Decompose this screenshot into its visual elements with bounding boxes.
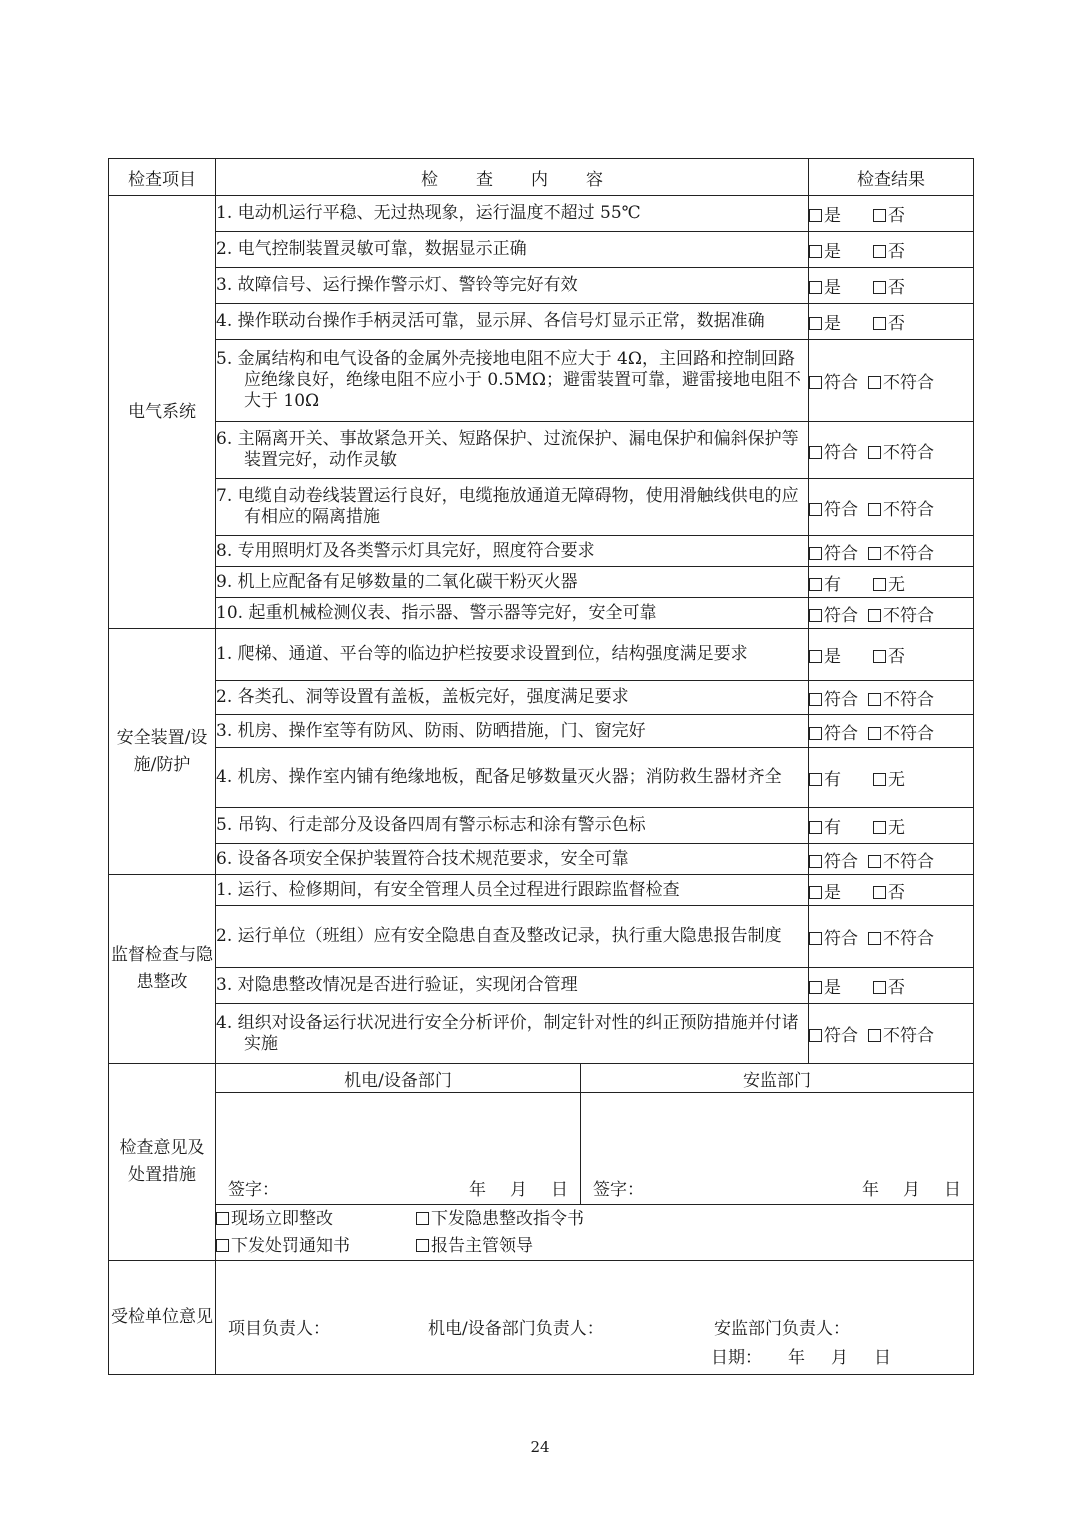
equip-lead-label: 机电/设备部门负责人：	[428, 1319, 604, 1339]
project-lead-label: 项目负责人：	[228, 1319, 330, 1339]
item-text-wrap	[216, 203, 808, 224]
option-label: 否	[888, 278, 905, 298]
checkbox-icon[interactable]	[809, 245, 822, 258]
checkbox-icon[interactable]	[809, 693, 822, 706]
table-row	[109, 715, 974, 748]
checkbox-icon[interactable]	[868, 609, 881, 622]
option-label: 无	[888, 818, 905, 838]
result-option[interactable]	[873, 570, 905, 595]
item-number: 9.	[216, 571, 233, 592]
signature-area-right[interactable]	[581, 1093, 974, 1205]
table-row	[109, 232, 974, 268]
checkbox-icon[interactable]	[873, 773, 886, 786]
table-row	[109, 629, 974, 681]
result-cell	[809, 422, 974, 479]
result-option[interactable]	[873, 201, 905, 226]
option-label: 否	[888, 882, 905, 903]
checkbox-icon[interactable]	[809, 650, 822, 663]
header-item: 检查项目	[109, 159, 216, 196]
result-cell	[809, 232, 974, 268]
category-cell: 电气系统	[109, 196, 216, 629]
option-label: 有	[824, 818, 841, 838]
option-label: 不符合	[883, 1026, 934, 1046]
result-cell	[809, 567, 974, 598]
checkbox-icon[interactable]	[809, 773, 822, 786]
table-row	[109, 906, 974, 968]
option-label: 否	[888, 647, 905, 667]
result-cell	[809, 906, 974, 968]
table-row	[109, 681, 974, 715]
checkbox-icon[interactable]	[809, 503, 822, 516]
result-option[interactable]	[809, 495, 858, 520]
table-row	[109, 536, 974, 567]
item-text: 专用照明灯及各类警示灯具完好，照度符合要求	[237, 540, 595, 561]
checkbox-icon[interactable]	[809, 547, 822, 560]
checkbox-icon[interactable]	[868, 693, 881, 706]
item-text: 电缆自动卷线装置运行良好，电缆拖放通道无障碍物，使用滑触线供电的应有相应的隔离措施	[237, 486, 799, 527]
date-label: 日期：	[711, 1348, 762, 1368]
action-label: 下发隐患整改指令书	[431, 1208, 584, 1229]
option-label: 否	[888, 314, 905, 334]
result-option[interactable]	[809, 368, 858, 393]
table-row	[109, 340, 974, 422]
result-cell	[809, 268, 974, 304]
item-text-wrap	[216, 644, 808, 665]
opinion-sign-row	[109, 1093, 974, 1205]
option-label: 无	[888, 574, 905, 595]
item-content	[216, 808, 809, 844]
acceptance-row	[109, 1261, 974, 1375]
result-option[interactable]	[809, 719, 858, 744]
result-option[interactable]	[873, 309, 905, 334]
item-text-wrap	[216, 767, 808, 788]
checkbox-icon[interactable]	[809, 209, 822, 222]
table-row	[109, 1004, 974, 1064]
result-cell	[809, 968, 974, 1004]
item-text-wrap	[216, 349, 808, 412]
result-option[interactable]	[868, 368, 934, 393]
result-option[interactable]	[873, 237, 905, 262]
checkbox-icon[interactable]	[809, 821, 822, 834]
signature-line	[581, 1175, 973, 1204]
item-text: 爬梯、通道、平台等的临边护栏按要求设置到位，结构强度满足要求	[237, 644, 748, 664]
item-number: 4.	[216, 767, 233, 787]
result-option[interactable]	[873, 878, 905, 903]
actions-cell	[216, 1205, 974, 1261]
option-label: 是	[824, 278, 841, 298]
item-content	[216, 715, 809, 748]
item-text-wrap	[216, 275, 808, 296]
item-number: 4.	[216, 311, 233, 331]
item-text-wrap	[216, 486, 808, 528]
item-text-wrap	[216, 721, 808, 742]
opinion-category: 检查意见及处置措施	[109, 1064, 216, 1261]
checkbox-icon[interactable]	[868, 855, 881, 868]
checkbox-icon[interactable]	[868, 376, 881, 389]
result-option[interactable]	[868, 1021, 934, 1046]
result-option[interactable]	[868, 495, 934, 520]
result-cell	[809, 681, 974, 715]
checkbox-icon[interactable]	[868, 932, 881, 945]
header-result: 检查结果	[809, 159, 974, 196]
checkbox-icon[interactable]	[809, 932, 822, 945]
checkbox-icon[interactable]	[873, 245, 886, 258]
item-number: 3.	[216, 720, 233, 741]
item-text: 主隔离开关、事故紧急开关、短路保护、过流保护、漏电保护和偏斜保护等装置完好，动作灵敏	[237, 429, 799, 470]
option-label: 不符合	[883, 723, 934, 744]
result-cell	[809, 304, 974, 340]
item-text-wrap	[216, 311, 808, 332]
checkbox-icon[interactable]	[873, 650, 886, 663]
item-text: 金属结构和电气设备的金属外壳接地电阻不应大于 4Ω，主回路和控制回路应绝缘良好，绝缘电阻不应小于 0.5MΩ；避雷装置可靠，避雷接地电阻不大于 10Ω	[237, 349, 801, 411]
result-option[interactable]	[809, 685, 858, 710]
item-number: 1.	[216, 644, 233, 664]
table-row	[109, 422, 974, 479]
actions-row	[216, 1233, 973, 1260]
item-text-wrap	[216, 239, 808, 260]
option-label: 不符合	[883, 373, 934, 393]
checkbox-icon[interactable]	[868, 1029, 881, 1042]
result-option[interactable]	[809, 765, 841, 790]
result-cell	[809, 1004, 974, 1064]
option-label: 符合	[824, 690, 858, 710]
dept-left-label: 机电/设备部门	[216, 1064, 581, 1093]
acceptance-category: 受检单位意见	[109, 1261, 216, 1375]
result-option[interactable]	[868, 685, 934, 710]
checkbox-icon[interactable]	[809, 281, 822, 294]
result-option[interactable]	[809, 201, 841, 226]
item-text: 机房、操作室内铺有绝缘地板，配备足够数量灭火器；消防救生器材齐全	[237, 767, 782, 787]
date-month: 月	[510, 1180, 527, 1200]
result-cell	[809, 196, 974, 232]
item-text: 对隐患整改情况是否进行验证，实现闭合管理	[237, 975, 578, 995]
checkbox-icon[interactable]	[216, 1212, 229, 1225]
item-content	[216, 906, 809, 968]
date-year: 年	[469, 1180, 486, 1200]
option-label: 不符合	[883, 605, 934, 626]
table-row	[109, 968, 974, 1004]
option-label: 是	[824, 978, 841, 998]
page-number: 24	[530, 1438, 550, 1456]
action-option[interactable]	[216, 1233, 416, 1260]
item-text: 起重机械检测仪表、指示器、警示器等完好，安全可靠	[248, 602, 657, 623]
table-row	[109, 875, 974, 906]
result-option[interactable]	[868, 438, 934, 463]
checkbox-icon[interactable]	[873, 981, 886, 994]
header-content-label: 检查内容	[421, 169, 641, 190]
result-option[interactable]	[873, 765, 905, 790]
header-content	[216, 159, 809, 196]
option-label: 不符合	[883, 543, 934, 564]
option-label: 是	[824, 882, 841, 903]
option-label: 是	[824, 314, 841, 334]
item-number: 5.	[216, 349, 233, 369]
actions-row	[216, 1206, 973, 1233]
result-option[interactable]	[809, 813, 841, 838]
item-number: 3.	[216, 975, 233, 995]
result-option[interactable]	[809, 273, 841, 298]
sign-date	[838, 1175, 961, 1200]
checkbox-icon[interactable]	[416, 1239, 429, 1252]
action-label: 报告主管领导	[431, 1235, 533, 1256]
item-number: 10.	[216, 602, 244, 623]
item-content	[216, 536, 809, 567]
result-cell	[809, 479, 974, 536]
item-number: 1.	[216, 879, 233, 900]
option-label: 是	[824, 206, 841, 226]
item-content	[216, 629, 809, 681]
inspection-table	[108, 158, 974, 1375]
result-option[interactable]	[868, 847, 934, 872]
item-content	[216, 567, 809, 598]
option-label: 不符合	[883, 929, 934, 949]
safety-lead-label: 安监部门负责人：	[714, 1319, 850, 1339]
opinion-actions-row	[109, 1205, 974, 1261]
table-row	[109, 844, 974, 875]
checkbox-icon[interactable]	[873, 281, 886, 294]
category-cell: 监督检查与隐患整改	[109, 875, 216, 1064]
result-option[interactable]	[809, 642, 841, 667]
option-label: 否	[888, 978, 905, 998]
item-content	[216, 422, 809, 479]
item-number: 2.	[216, 926, 233, 946]
result-option[interactable]	[809, 924, 858, 949]
result-cell	[809, 748, 974, 808]
item-content	[216, 844, 809, 875]
checkbox-icon[interactable]	[809, 727, 822, 740]
option-label: 符合	[824, 373, 858, 393]
checkbox-icon[interactable]	[416, 1212, 429, 1225]
result-option[interactable]	[873, 642, 905, 667]
item-number: 6.	[216, 848, 233, 869]
option-label: 不符合	[883, 851, 934, 872]
result-option[interactable]	[809, 601, 858, 626]
option-label: 有	[824, 574, 841, 595]
item-text: 设备各项安全保护装置符合技术规范要求，安全可靠	[237, 848, 629, 869]
item-text-wrap	[216, 687, 808, 708]
table-row	[109, 808, 974, 844]
opinion-dept-row	[109, 1064, 974, 1093]
sign-date	[445, 1175, 568, 1200]
date-month: 月	[903, 1180, 920, 1200]
acceptance-date	[216, 1339, 973, 1374]
option-label: 是	[824, 242, 841, 262]
checkbox-icon[interactable]	[809, 578, 822, 591]
table-header-row	[109, 159, 974, 196]
item-number: 3.	[216, 275, 233, 295]
result-option[interactable]	[809, 878, 841, 903]
item-content	[216, 196, 809, 232]
checkbox-icon[interactable]	[216, 1239, 229, 1252]
option-label: 符合	[824, 1026, 858, 1046]
option-label: 符合	[824, 929, 858, 949]
result-option[interactable]	[873, 273, 905, 298]
checkbox-icon[interactable]	[873, 578, 886, 591]
item-number: 8.	[216, 540, 233, 561]
checkbox-icon[interactable]	[868, 547, 881, 560]
action-option[interactable]	[216, 1206, 416, 1233]
result-cell	[809, 875, 974, 906]
option-label: 符合	[824, 605, 858, 626]
option-label: 符合	[824, 851, 858, 872]
result-option[interactable]	[868, 924, 934, 949]
result-option[interactable]	[873, 813, 905, 838]
checkbox-icon[interactable]	[873, 886, 886, 899]
result-option[interactable]	[868, 539, 934, 564]
result-option[interactable]	[809, 570, 841, 595]
item-text: 电气控制装置灵敏可靠，数据显示正确	[237, 239, 527, 259]
result-cell	[809, 844, 974, 875]
action-option[interactable]	[416, 1233, 616, 1260]
item-content	[216, 479, 809, 536]
item-text-wrap	[216, 429, 808, 471]
category-cell: 安全装置/设施/防护	[109, 629, 216, 875]
table-row	[109, 567, 974, 598]
item-number: 7.	[216, 486, 233, 506]
item-number: 4.	[216, 1012, 233, 1033]
item-number: 2.	[216, 239, 233, 259]
checkbox-icon[interactable]	[809, 317, 822, 330]
checkbox-icon[interactable]	[809, 981, 822, 994]
option-label: 符合	[824, 723, 858, 744]
checkbox-icon[interactable]	[809, 446, 822, 459]
checkbox-icon[interactable]	[809, 609, 822, 622]
result-option[interactable]	[809, 973, 841, 998]
checkbox-icon[interactable]	[873, 317, 886, 330]
result-option[interactable]	[809, 438, 858, 463]
date-year: 年	[788, 1348, 805, 1368]
checkbox-icon[interactable]	[809, 855, 822, 868]
item-content	[216, 1004, 809, 1064]
item-text: 各类孔、洞等设置有盖板，盖板完好，强度满足要求	[237, 687, 629, 707]
option-label: 不符合	[883, 690, 934, 710]
result-option[interactable]	[809, 309, 841, 334]
item-text-wrap	[216, 815, 808, 836]
option-label: 不符合	[883, 499, 934, 520]
option-label: 不符合	[883, 442, 934, 463]
item-text-wrap	[216, 1013, 808, 1055]
sign-label: 签字：	[593, 1180, 644, 1200]
action-option[interactable]	[416, 1206, 616, 1233]
checkbox-icon[interactable]	[809, 1029, 822, 1042]
checkbox-icon[interactable]	[873, 821, 886, 834]
item-text: 故障信号、运行操作警示灯、警铃等完好有效	[237, 275, 578, 295]
item-text: 运行单位（班组）应有安全隐患自查及整改记录，执行重大隐患报告制度	[237, 926, 782, 946]
action-label: 下发处罚通知书	[231, 1235, 350, 1256]
item-text: 吊钩、行走部分及设备四周有警示标志和涂有警示色标	[237, 815, 646, 835]
table-row	[109, 268, 974, 304]
item-text-wrap	[216, 926, 808, 947]
result-cell	[809, 629, 974, 681]
result-option[interactable]	[868, 719, 934, 744]
item-text: 电动机运行平稳、无过热现象，运行温度不超过 55℃	[237, 203, 641, 223]
result-option[interactable]	[809, 539, 858, 564]
date-day: 日	[551, 1180, 568, 1200]
item-text: 操作联动台操作手柄灵活可靠，显示屏、各信号灯显示正常，数据准确	[237, 311, 765, 331]
item-number: 6.	[216, 429, 233, 449]
option-label: 符合	[824, 442, 858, 463]
dept-right-label: 安监部门	[581, 1064, 974, 1093]
item-content	[216, 232, 809, 268]
option-label: 有	[824, 770, 841, 790]
item-text: 机上应配备有足够数量的二氧化碳干粉灭火器	[237, 571, 578, 592]
table-row	[109, 304, 974, 340]
checkbox-icon[interactable]	[868, 727, 881, 740]
signature-line	[216, 1175, 580, 1204]
acceptance-cell[interactable]	[216, 1261, 974, 1375]
item-text-wrap	[216, 849, 808, 870]
option-label: 符合	[824, 499, 858, 520]
checkbox-icon[interactable]	[809, 376, 822, 389]
result-cell	[809, 598, 974, 629]
date-month: 月	[831, 1348, 848, 1368]
result-cell	[809, 340, 974, 422]
item-number: 2.	[216, 687, 233, 707]
table-row	[109, 598, 974, 629]
table-row	[109, 196, 974, 232]
item-content	[216, 304, 809, 340]
result-option[interactable]	[868, 601, 934, 626]
sign-label: 签字：	[228, 1180, 279, 1200]
result-option[interactable]	[809, 1021, 858, 1046]
checkbox-icon[interactable]	[809, 886, 822, 899]
item-content	[216, 681, 809, 715]
item-content	[216, 748, 809, 808]
table-row	[109, 479, 974, 536]
option-label: 否	[888, 242, 905, 262]
signature-area-left[interactable]	[216, 1093, 581, 1205]
result-cell	[809, 536, 974, 567]
result-option[interactable]	[873, 973, 905, 998]
date-day: 日	[874, 1348, 891, 1368]
item-text-wrap	[216, 541, 808, 562]
item-content	[216, 340, 809, 422]
item-text-wrap	[216, 572, 808, 593]
item-content	[216, 268, 809, 304]
result-cell	[809, 808, 974, 844]
table-body	[109, 196, 974, 1375]
result-cell	[809, 715, 974, 748]
action-label: 现场立即整改	[231, 1208, 333, 1229]
item-content	[216, 598, 809, 629]
item-text-wrap	[216, 880, 808, 901]
item-number: 5.	[216, 815, 233, 835]
item-text-wrap	[216, 603, 808, 624]
item-number: 1.	[216, 203, 233, 223]
checkbox-icon[interactable]	[873, 209, 886, 222]
item-content	[216, 875, 809, 906]
result-option[interactable]	[809, 847, 858, 872]
date-year: 年	[862, 1180, 879, 1200]
item-text-wrap	[216, 975, 808, 996]
option-label: 符合	[824, 543, 858, 564]
result-option[interactable]	[809, 237, 841, 262]
item-text: 运行、检修期间，有安全管理人员全过程进行跟踪监督检查	[237, 879, 680, 900]
table-row	[109, 748, 974, 808]
acceptance-leads	[216, 1314, 973, 1339]
option-label: 无	[888, 770, 905, 790]
item-text: 机房、操作室等有防风、防雨、防晒措施，门、窗完好	[237, 720, 646, 741]
item-text: 组织对设备运行状况进行安全分析评价，制定针对性的纠正预防措施并付诸实施	[237, 1012, 799, 1054]
item-content	[216, 968, 809, 1004]
option-label: 是	[824, 647, 841, 667]
option-label: 否	[888, 206, 905, 226]
checkbox-icon[interactable]	[868, 503, 881, 516]
checkbox-icon[interactable]	[868, 446, 881, 459]
date-day: 日	[944, 1180, 961, 1200]
